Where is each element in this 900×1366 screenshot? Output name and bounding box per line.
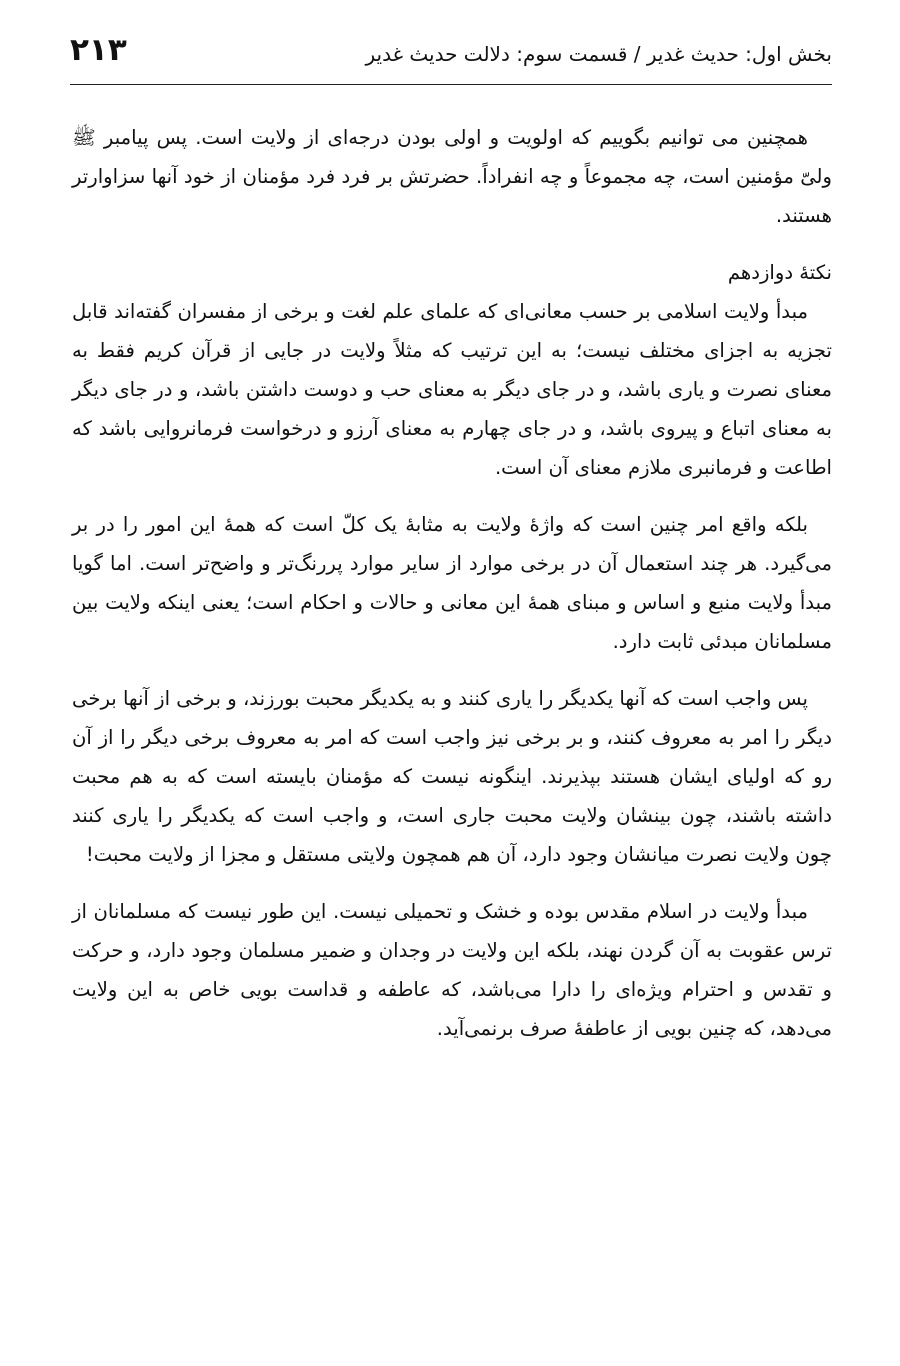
paragraph-2: مبدأ ولایت اسلامی بر حسب معانی‌ای که علمای علم لغت و برخی از مفسران گفته‌اند قابل تجزیه به اجزای مختلف نیست؛ به این ترتیب که مثلاً ولایت در جایی از قرآن کریم فقط به معنای نصرت و یاری باشد، و در جای دیگر به معنای حب و دوست داشتن باشد، و در جای دیگر به معنای اتباع و پیروی باشد، و در جای چهارم به معنای آرزو و درخواست فرمانروایی باشد که اطاعت و فرمانبری ملازم معنای آن است.	[72, 300, 832, 479]
page-number: ۲۱۳	[70, 32, 127, 68]
body-text	[72, 118, 832, 1066]
paragraph-5: مبدأ ولایت در اسلام مقدس بوده و خشک و تحمیلی نیست. این طور نیست که مسلمانان از ترس عقوبت به آن گردن نهند، بلکه این ولایت در وجدان و ضمیر مسلمان وجود دارد، و حرکت و تقدس و احترام ویژه‌ای را دارا می‌باشد، که عاطفه و قداست بویی خاص به این ولایت می‌دهد، که چنین بویی از عاطفهٔ صرف برنمی‌آید.	[72, 900, 832, 1040]
paragraph-1: همچنین می توانیم بگوییم که اولویت و اولی بودن درجه‌ای از ولایت است. پس پیامبر ﷺ ولیّ مؤمنین است، چه مجموعاً و چه انفراداً. حضرتش بر فرد فرد مؤمنان از خود آنها سزاوارتر هستند.	[72, 126, 832, 227]
page-header	[70, 28, 832, 78]
header-rule	[70, 84, 832, 85]
running-title: بخش اول: حدیث غدیر / قسمت سوم: دلالت حدیث غدیر	[365, 42, 832, 66]
paragraph-4: پس واجب است که آنها یکدیگر را یاری کنند و به یکدیگر محبت بورزند، و برخی از آنها برخی دیگر را امر به معروف کنند، و بر برخی نیز واجب است که امر به معروف برخی دیگر را از آن رو که اولیای ایشان هستند بپذیرند. اینگونه نیست که مؤمنان بایسته است که به هم محبت داشته باشند، چون بینشان ولایت محبت جاری است، و واجب است که یکدیگر را یاری کنند چون ولایت نصرت میانشان وجود دارد، آن هم همچون ولایتی مستقل و مجزا از ولایت محبت!	[72, 687, 832, 866]
paragraph-3: بلکه واقع امر چنین است که واژهٔ ولایت به مثابهٔ یک کلّ است که همهٔ این امور را در بر می‌گیرد. هر چند استعمال آن در برخی موارد از سایر موارد پررنگ‌تر و واضح‌تر است. اما گویا مبدأ ولایت منبع و اساس و مبنای همهٔ این معانی و حالات و احکام است؛ یعنی اینکه ولایت بین مسلمانان مبدئی ثابت دارد.	[72, 513, 832, 653]
section-heading: نکتهٔ دوازدهم	[727, 261, 832, 284]
